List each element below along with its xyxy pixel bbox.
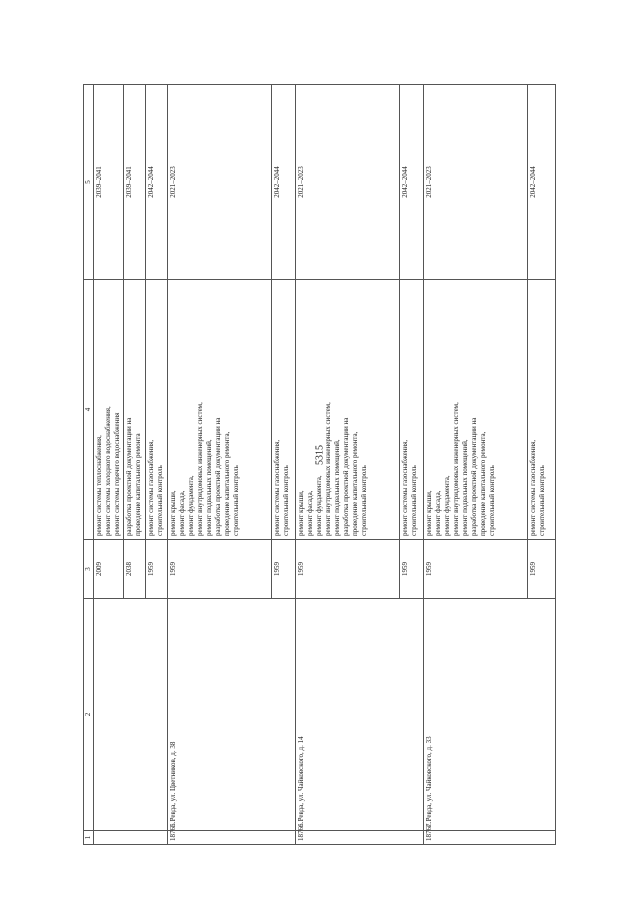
work-item: проведение капитального ремонта, [350, 431, 359, 536]
work-item: ремонт фасада, [177, 490, 186, 536]
header-cell: 2 [84, 599, 94, 831]
rotated-table-container [83, 85, 553, 845]
period-cell: 2042–2044 [145, 85, 167, 280]
works-cell [123, 280, 145, 540]
work-item: ремонт внутридомовых инженерных систем, [451, 402, 460, 536]
work-item: ремонт крыши, [168, 490, 177, 536]
work-item: ремонт системы газоснабжения, [146, 439, 155, 536]
header-cell: 3 [84, 540, 94, 599]
year-cell: 1959 [295, 540, 399, 599]
work-item: ремонт фундамента, [186, 475, 195, 536]
year-cell: 1959 [399, 540, 423, 599]
work-item: ремонт фундамента, [314, 475, 323, 536]
period-cell: 2021–2023 [295, 85, 399, 280]
period-cell: 2021–2023 [423, 85, 527, 280]
works-cell [145, 280, 167, 540]
row-number-cell: 18766. [295, 831, 423, 845]
year-cell: 1959 [527, 540, 555, 599]
work-item: ремонт фундамента, [442, 475, 451, 536]
works-cell [527, 280, 555, 540]
period-cell: 2039–2041 [94, 85, 124, 280]
work-item: ремонт фасада, [305, 490, 314, 536]
row-number-cell: 18765. [167, 831, 295, 845]
period-cell: 2042–2044 [399, 85, 423, 280]
work-item: ремонт внутридомовых инженерных систем, [323, 402, 332, 536]
work-item: проведение капитального ремонта, [222, 431, 231, 536]
year-cell: 1959 [423, 540, 527, 599]
year-cell: 1959 [271, 540, 295, 599]
work-item: разработка проектной документации на [341, 417, 350, 536]
year-cell: 2009 [94, 540, 124, 599]
work-item: ремонт системы газоснабжения, [528, 439, 537, 536]
address-cell: г. Ревда, ул. Цветников, д. 38 [167, 599, 295, 831]
work-item: строительный контроль [155, 465, 164, 536]
work-item: ремонт системы теплоснабжения, [95, 435, 103, 536]
address-cell [94, 599, 168, 831]
period-cell: 2039–2041 [123, 85, 145, 280]
table-row [295, 85, 399, 845]
table-body [84, 85, 556, 845]
work-item: ремонт подвальных помещений, [332, 439, 341, 536]
table-row [167, 85, 271, 845]
work-item: строительный контроль [537, 465, 546, 536]
works-cell [94, 280, 124, 540]
row-number-cell: 18767. [423, 831, 555, 845]
year-cell: 1959 [167, 540, 271, 599]
header-cell: 5 [84, 85, 94, 280]
work-item: разработка проектной документации на [124, 417, 133, 536]
work-item: ремонт системы газоснабжения, [400, 439, 409, 536]
work-item: ремонт системы горячего водоснабжения [112, 412, 121, 536]
work-item: ремонт подвальных помещений, [460, 439, 469, 536]
period-cell: 2042–2044 [271, 85, 295, 280]
address-cell: г. Ревда, ул. Чайковского, д. 33 [423, 599, 555, 831]
capital-repair-table [83, 84, 556, 845]
works-cell [295, 280, 399, 540]
table-row [94, 85, 124, 845]
header-cell: 4 [84, 280, 94, 540]
work-item: ремонт фасада, [433, 490, 442, 536]
period-cell: 2021–2023 [167, 85, 271, 280]
work-item: проведение капитального ремонта [133, 433, 142, 536]
work-item: строительный контроль [409, 465, 418, 536]
work-item: проведение капитального ремонта, [478, 431, 487, 536]
work-item: строительный контроль [281, 465, 290, 536]
work-item: строительный контроль [231, 465, 240, 536]
work-item: ремонт крыши, [296, 490, 305, 536]
work-item: ремонт системы газоснабжения, [272, 439, 281, 536]
table-row [423, 85, 527, 845]
work-item: строительный контроль [359, 465, 368, 536]
works-cell [167, 280, 271, 540]
work-item: ремонт подвальных помещений, [204, 439, 213, 536]
period-cell: 2042–2044 [527, 85, 555, 280]
header-row [84, 85, 94, 845]
page-number: 5315 [314, 445, 326, 465]
work-item: разработка проектной документации на [213, 417, 222, 536]
work-item: строительный контроль [487, 465, 496, 536]
works-cell [399, 280, 423, 540]
header-cell: 1 [84, 831, 94, 845]
address-cell: г. Ревда, ул. Чайковского, д. 14 [295, 599, 423, 831]
work-item: ремонт внутридомовых инженерных систем, [195, 402, 204, 536]
work-item: ремонт крыши, [424, 490, 433, 536]
work-item: ремонт системы холодного водоснабжения, [103, 406, 112, 536]
work-item: разработка проектной документации на [469, 417, 478, 536]
works-cell [271, 280, 295, 540]
year-cell: 2038 [123, 540, 145, 599]
works-cell [423, 280, 527, 540]
year-cell: 1959 [145, 540, 167, 599]
row-number-cell [94, 831, 168, 845]
